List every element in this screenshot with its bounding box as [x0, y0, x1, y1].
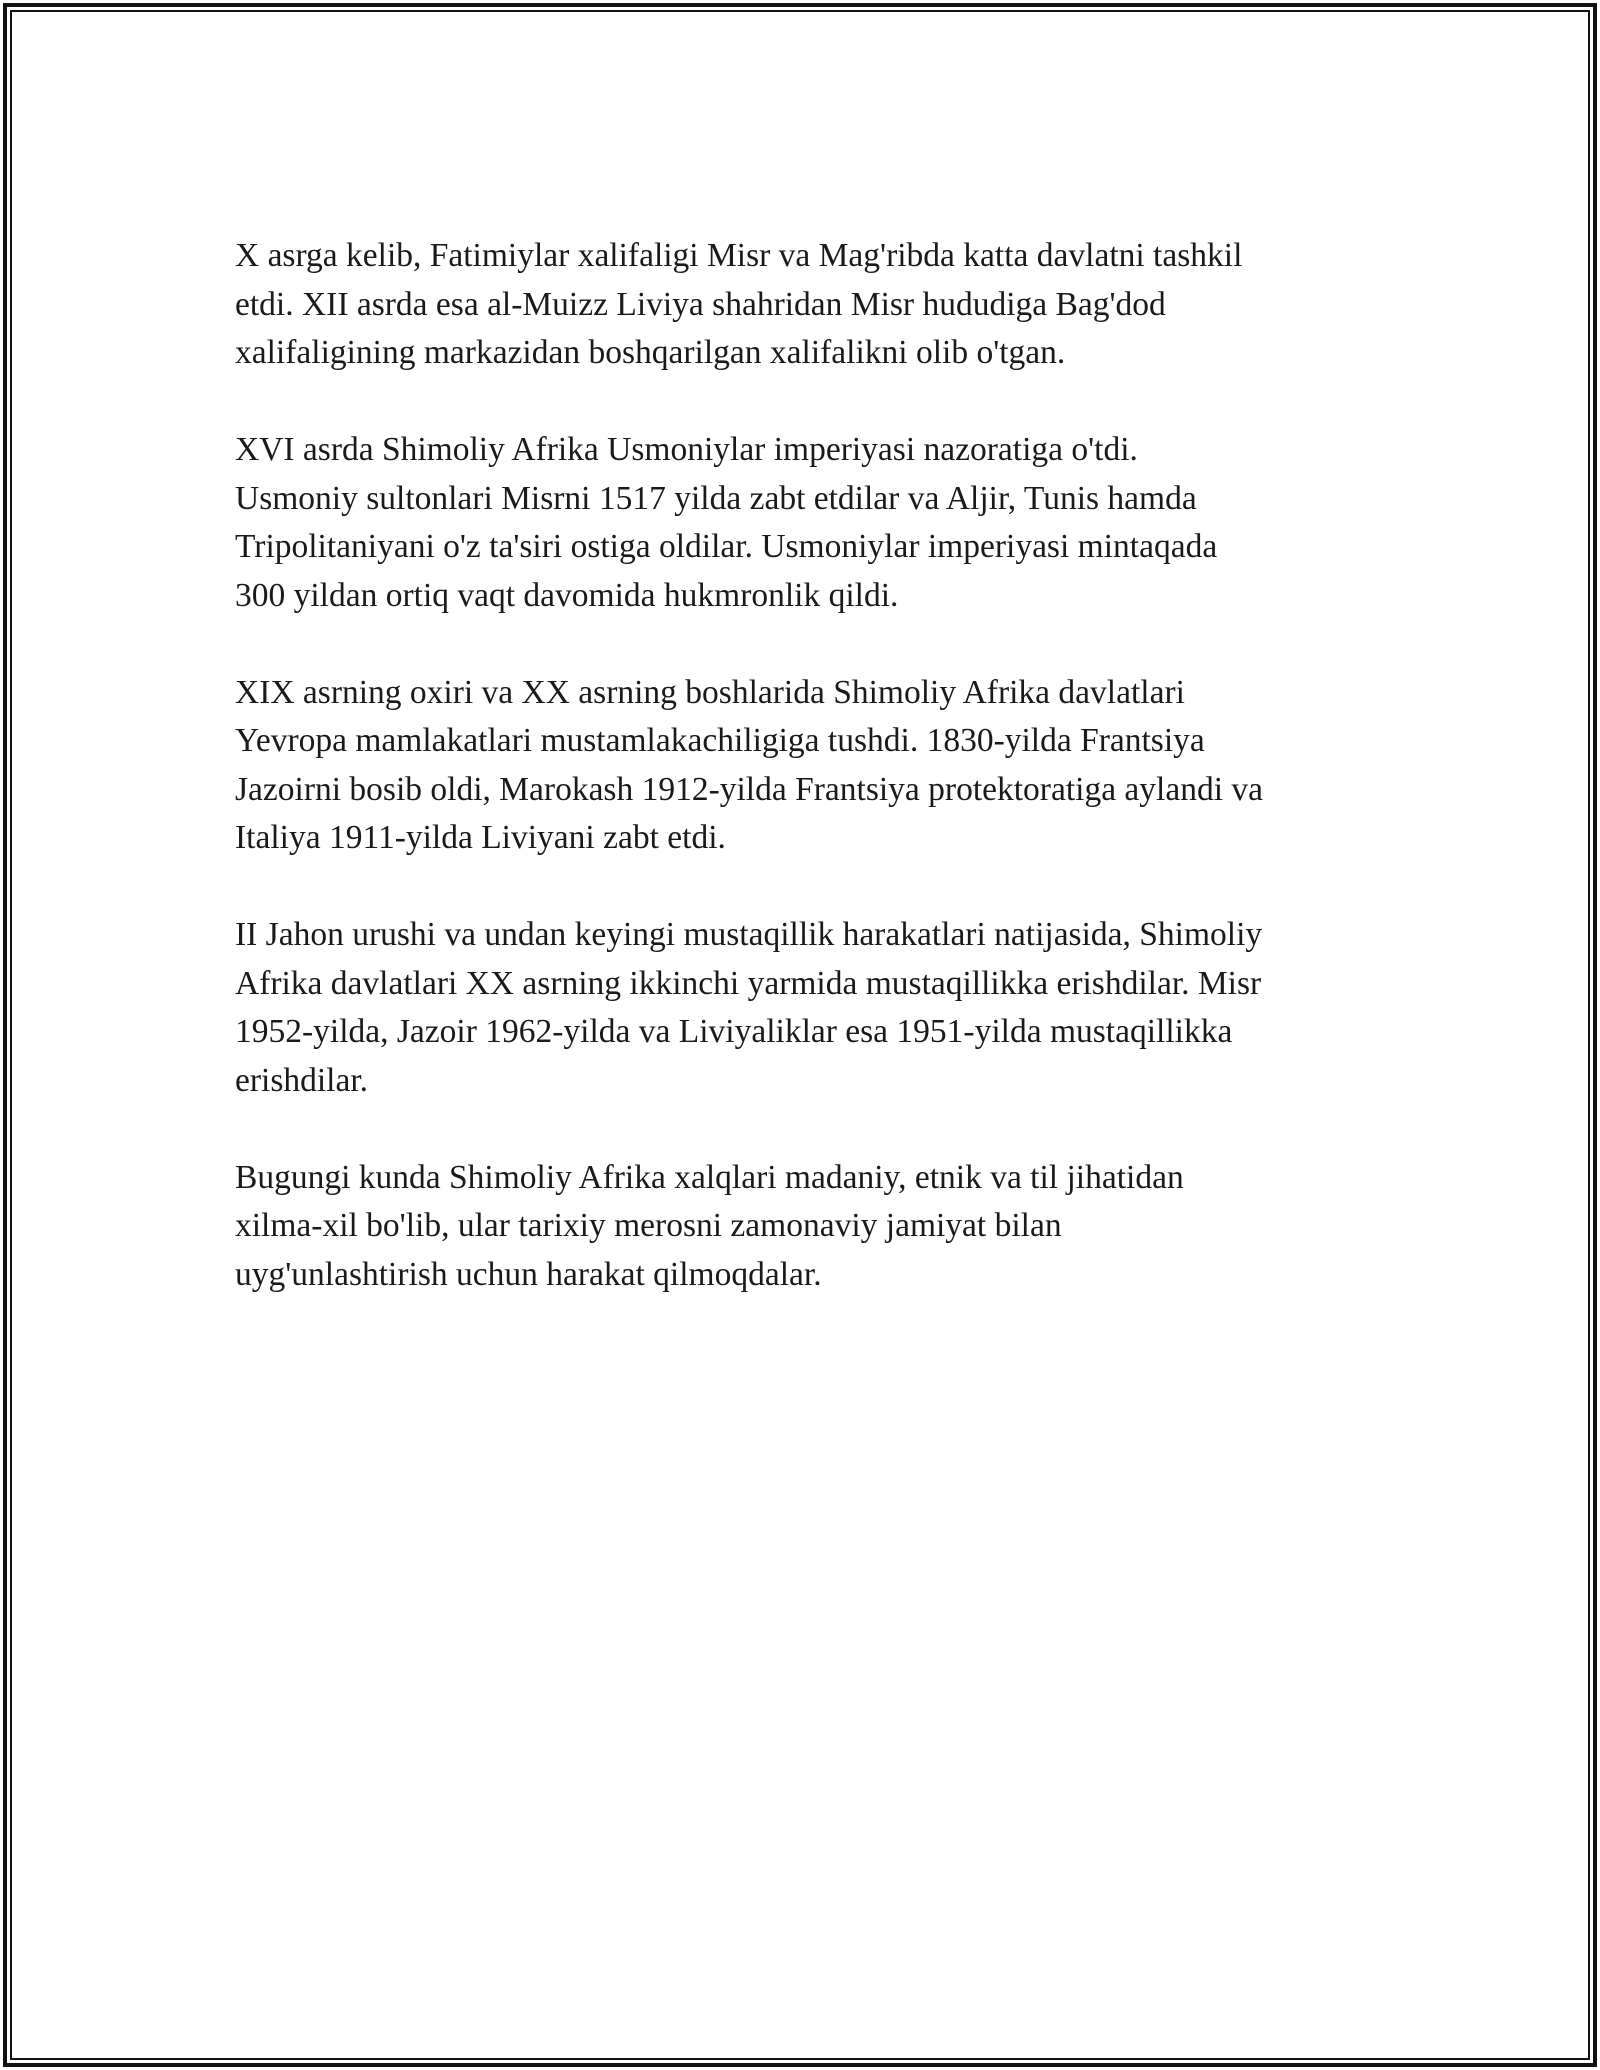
paragraph-ottomans: XVI asrda Shimoliy Afrika Usmoniylar imperiyasi nazoratiga o'tdi. Usmoniy sultonlari Misrni 1517 yilda zabt etdilar va Aljir, Tunis hamda Tripolitaniyani o'z ta'siri ostiga oldilar. Usmoniylar imperiyasi mintaqada 300 yildan ortiq vaqt davomida hukmronlik qildi.	[235, 431, 1218, 614]
paragraph-colonialism: XIX asrning oxiri va XX asrning boshlarida Shimoliy Afrika davlatlari Yevropa mamlakatlari mustamlakachiligiga tushdi. 1830-yilda Frantsiya Jazoirni bosib oldi, Marokash 1912-yilda Frantsiya protektoratiga aylandi va Italiya 1911-yilda Liviyani zabt etdi.	[235, 673, 1264, 856]
document-body	[235, 232, 1375, 1348]
paragraph-today: Bugungi kunda Shimoliy Afrika xalqlari madaniy, etnik va til jihatidan xilma-xil bo'lib, ular tarixiy merosni zamonaviy jamiyat bilan uyg'unlashtirish uchun harakat qilmoqdalar.	[235, 1158, 1184, 1293]
paragraph-fatimids: X asrga kelib, Fatimiylar xalifaligi Misr va Mag'ribda katta davlatni tashkil etdi. XII asrda esa al-Muizz Liviya shahridan Misr hududiga Bag'dod xalifaligining markazidan boshqarilgan xalifalikni olib o'tgan.	[235, 237, 1243, 371]
paragraph-independence: II Jahon urushi va undan keyingi mustaqillik harakatlari natijasida, Shimoliy Afrika davlatlari XX asrning ikkinchi yarmida mustaqillikka erishdilar. Misr 1952-yilda, Jazoir 1962-yilda va Liviyaliklar esa 1951-yilda mustaqillikka erishdilar.	[235, 916, 1263, 1099]
